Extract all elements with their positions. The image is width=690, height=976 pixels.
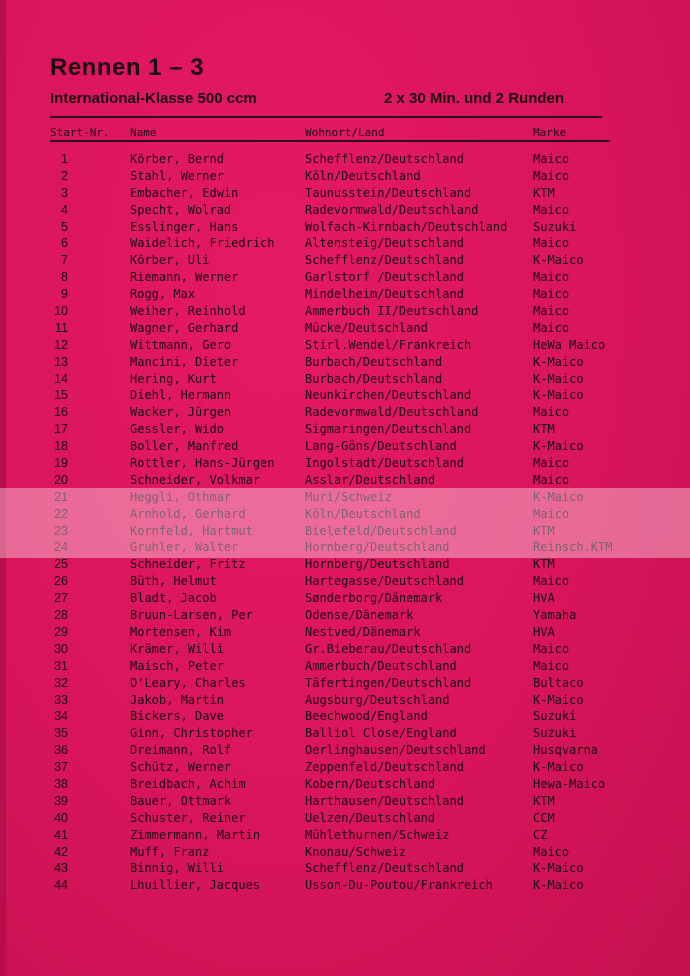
bike-brand: Maico (533, 270, 570, 285)
rider-place: Neunkirchen/Deutschland (305, 388, 472, 403)
rider-name: Wagner, Gerhard (130, 320, 239, 335)
rider-name: Schuster, Reiner (130, 810, 246, 825)
rider-place: Hornberg/Deutschland (305, 557, 450, 572)
rider-name: Dreimann, Rolf (130, 743, 232, 758)
rider-place: Radevormwald/Deutschland (305, 405, 479, 420)
bike-brand: Maico (533, 287, 570, 302)
entry-row (0, 438, 690, 455)
rider-name: O'Leary, Charles (130, 675, 246, 690)
rider-place: Asslar/Deutschland (305, 472, 436, 487)
entry-row (0, 844, 690, 861)
rider-place: Täfertingen/Deutschland (305, 675, 472, 690)
entry-row (0, 725, 690, 742)
entry-row (0, 303, 690, 320)
start-number: 4 (61, 202, 68, 217)
start-number: 18 (54, 439, 68, 454)
bike-brand: Bultaco (533, 675, 584, 690)
rider-name: Körber, Bernd (130, 152, 224, 166)
rider-name: Specht, Wolrad (130, 202, 232, 217)
bike-brand: Suzuki (533, 219, 577, 234)
entry-row (0, 827, 690, 844)
start-number: 35 (54, 726, 68, 741)
rider-place: Köln/Deutschland (305, 506, 421, 521)
start-number: 40 (54, 810, 68, 825)
entry-row (0, 168, 690, 185)
rider-place: Knonau/Schweiz (305, 844, 407, 859)
start-number: 44 (54, 878, 68, 893)
start-number: 1 (61, 152, 68, 166)
rider-place: Bielefeld/Deutschland (305, 523, 457, 538)
bike-brand: Maico (533, 202, 570, 217)
entry-row (0, 337, 690, 354)
bike-brand: Maico (533, 320, 570, 335)
bike-brand: HVA (533, 591, 555, 606)
rider-name: Krämer, Willi (130, 641, 224, 656)
entry-row (0, 624, 690, 641)
bike-brand: Maico (533, 658, 570, 673)
rider-name: Maisch, Peter (130, 658, 224, 673)
rider-name: Breidbach, Achim (130, 776, 246, 791)
rider-place: Muri/Schweiz (305, 489, 392, 504)
entry-row (0, 860, 690, 877)
rider-name: Bladt, Jacob (130, 591, 217, 606)
rider-place: Hartegasse/Deutschland (305, 574, 464, 589)
race-duration: 2 x 30 Min. und 2 Runden (384, 90, 565, 107)
start-number: 29 (54, 624, 68, 639)
bike-brand: Suzuki (533, 709, 577, 724)
rider-name: Bickers, Dave (130, 709, 224, 724)
bike-brand: Maico (533, 472, 570, 487)
start-number: 15 (54, 388, 68, 403)
entry-row (0, 202, 690, 219)
start-number: 10 (54, 304, 68, 319)
rider-place: Köln/Deutschland (305, 168, 421, 183)
bike-brand: K-Maico (533, 354, 584, 369)
rider-name: Bauer, Ottmark (130, 793, 232, 808)
entry-row (0, 286, 690, 303)
bike-brand: Maico (533, 456, 570, 471)
bike-brand: KTM (533, 557, 555, 572)
rider-name: Kornfeld, Hartmut (130, 523, 253, 538)
entry-row (0, 658, 690, 675)
start-number: 33 (54, 692, 68, 707)
start-number: 5 (61, 219, 68, 234)
rider-name: Zimmermann, Martin (130, 827, 261, 842)
rider-name: Schütz, Werner (130, 760, 232, 775)
bike-brand: KTM (533, 185, 555, 200)
start-number: 8 (61, 270, 68, 285)
rider-place: Oerlinghausen/Deutschland (305, 743, 486, 758)
rider-place: Taunusstein/Deutschland (305, 185, 472, 200)
entry-row (0, 641, 690, 658)
rider-place: Augsburg/Deutschland (305, 692, 450, 707)
rider-name: Jakob, Martin (130, 692, 224, 707)
bike-brand: K-Maico (533, 760, 584, 775)
bike-brand: HeWa Maico (533, 337, 606, 352)
rider-place: Schefflenz/Deutschland (305, 152, 464, 166)
entry-row (0, 556, 690, 573)
start-number: 12 (54, 337, 68, 352)
rider-place: Uelzen/Deutschland (305, 810, 436, 825)
start-number: 2 (61, 168, 68, 183)
rider-place: Lang-Göns/Deutschland (305, 439, 457, 454)
entry-row (0, 573, 690, 590)
rider-name: Hering, Kurt (130, 371, 217, 386)
bike-brand: Yamaha (533, 608, 577, 623)
bike-brand: Reinsch.KTM (533, 540, 613, 555)
bike-brand: CZ (533, 827, 548, 842)
rider-name: Boller, Manfred (130, 439, 239, 454)
start-number: 26 (54, 574, 68, 589)
column-header-name: Name (130, 126, 157, 139)
rider-place: Ammerbuch/Deutschland (305, 658, 457, 673)
watermark-band (0, 488, 690, 558)
entry-row (0, 759, 690, 776)
entry-row (0, 421, 690, 438)
rider-place: Radevormwald/Deutschland (305, 202, 479, 217)
rider-place: Burbach/Deutschland (305, 371, 443, 386)
start-number: 11 (55, 320, 68, 335)
rider-name: Waidelich, Friedrich (130, 236, 275, 251)
bike-brand: Maico (533, 152, 570, 166)
rider-name: Körber, Uli (130, 253, 210, 268)
bike-brand: KTM (533, 523, 555, 538)
entry-row (0, 810, 690, 827)
entry-row (0, 404, 690, 421)
start-number: 39 (54, 793, 68, 808)
bike-brand: Maico (533, 168, 570, 183)
entry-row (0, 607, 690, 624)
start-number: 24 (54, 540, 68, 555)
rider-name: Gruhler, Walter (130, 540, 239, 555)
rider-place: Altensteig/Deutschland (305, 236, 464, 251)
bike-brand: Maico (533, 574, 570, 589)
title-divider (50, 116, 602, 118)
entry-row (0, 320, 690, 337)
start-number: 38 (54, 776, 68, 791)
bike-brand: K-Maico (533, 489, 584, 504)
entry-row (0, 235, 690, 252)
rider-place: Nestved/Dänemark (305, 624, 421, 639)
bike-brand: K-Maico (533, 439, 584, 454)
rider-place: Schefflenz/Deutschland (305, 861, 464, 876)
bike-brand: K-Maico (533, 861, 584, 876)
rider-name: Mancini, Dieter (130, 354, 239, 369)
bike-brand: Suzuki (533, 726, 577, 741)
start-number: 19 (54, 456, 68, 471)
rider-name: Riemann, Werner (130, 270, 239, 285)
start-number: 3 (61, 185, 68, 200)
class-label: International-Klasse 500 ccm (50, 90, 257, 107)
start-number: 13 (54, 354, 68, 369)
start-number: 31 (54, 658, 68, 673)
start-number: 7 (61, 253, 68, 268)
start-number: 14 (54, 371, 68, 386)
entry-row (0, 692, 690, 709)
entry-row (0, 387, 690, 404)
start-number: 32 (54, 675, 68, 690)
rider-place: Schefflenz/Deutschland (305, 253, 464, 268)
rider-name: Lhuillier, Jacques (130, 878, 261, 893)
rider-place: Usson-Du-Poutou/Frankreich (305, 878, 493, 893)
start-number: 34 (54, 709, 68, 724)
rider-place: Gr.Bieberau/Deutschland (305, 641, 472, 656)
start-number: 43 (54, 861, 68, 876)
entry-row (0, 151, 690, 168)
rider-name: Weiher, Reinhold (130, 304, 246, 319)
rider-name: Diehl, Hermann (130, 388, 232, 403)
rider-name: Heggli, Othmar (130, 489, 232, 504)
bike-brand: K-Maico (533, 253, 584, 268)
bike-brand: Maico (533, 236, 570, 251)
start-number: 9 (61, 287, 68, 302)
rider-name: Arnhold, Gerhard (130, 506, 246, 521)
bike-brand: K-Maico (533, 878, 584, 893)
bike-brand: K-Maico (533, 388, 584, 403)
rider-name: Muff, Franz (130, 844, 210, 859)
start-number: 22 (54, 506, 68, 521)
start-number: 28 (54, 608, 68, 623)
rider-place: Hornberg/Deutschland (305, 540, 450, 555)
start-number: 23 (54, 523, 68, 538)
bike-brand: Maico (533, 641, 570, 656)
bike-brand: KTM (533, 793, 555, 808)
entry-row (0, 675, 690, 692)
bike-brand: K-Maico (533, 692, 584, 707)
rider-place: Burbach/Deutschland (305, 354, 443, 369)
entry-row (0, 455, 690, 472)
rider-place: Odense/Dänemark (305, 608, 414, 623)
start-number: 37 (54, 760, 68, 775)
rider-place: Mücke/Deutschland (305, 320, 428, 335)
start-number: 36 (54, 743, 68, 758)
bike-brand: KTM (533, 422, 555, 437)
rider-name: Binnig, Willi (130, 861, 224, 876)
entry-row (0, 590, 690, 607)
bike-brand: Maico (533, 405, 570, 420)
bike-brand: Maico (533, 506, 570, 521)
start-number: 17 (54, 422, 68, 437)
start-number: 25 (54, 557, 68, 572)
column-header-start-nr: Start-Nr. (50, 126, 110, 139)
start-number: 21 (54, 489, 68, 504)
entry-row (0, 219, 690, 236)
rider-place: Harthausen/Deutschland (305, 793, 464, 808)
rider-name: Stahl, Werner (130, 168, 224, 183)
rider-name: Mortensen, Kim (130, 624, 232, 639)
entry-row (0, 877, 690, 894)
rider-place: Beechwood/England (305, 709, 428, 724)
entry-row (0, 793, 690, 810)
header-divider (50, 140, 610, 142)
rider-name: Gessler, Wido (130, 422, 224, 437)
rider-name: Wittmann, Gero (130, 337, 232, 352)
rider-name: Büth, Helmut (130, 574, 217, 589)
rider-name: Rogg, Max (130, 287, 196, 302)
rider-name: Rottler, Hans-Jürgen (130, 456, 275, 471)
rider-place: Wolfach-Kirnbach/Deutschland (305, 219, 508, 234)
rider-place: Ammerbuch II/Deutschland (305, 304, 479, 319)
entry-row (0, 472, 690, 489)
bike-brand: K-Maico (533, 371, 584, 386)
rider-place: Sigmaringen/Deutschland (305, 422, 472, 437)
rider-place: Mindelheim/Deutschland (305, 287, 464, 302)
start-number: 16 (54, 405, 68, 420)
bike-brand: Husqvarna (533, 743, 599, 758)
rider-name: Wacker, Jürgen (130, 405, 232, 420)
rider-place: Kobern/Deutschland (305, 776, 436, 791)
entry-row (0, 185, 690, 202)
start-number: 30 (54, 641, 68, 656)
start-number: 42 (54, 844, 68, 859)
bike-brand: CCM (533, 810, 555, 825)
rider-place: Ingolstadt/Deutschland (305, 456, 464, 471)
rider-name: Embacher, Edwin (130, 185, 239, 200)
column-header-brand: Marke (533, 126, 567, 139)
rider-name: Schneider, Volkmar (130, 472, 261, 487)
bike-brand: Hewa-Maico (533, 776, 606, 791)
rider-name: Bruun-Larsen, Per (130, 608, 253, 623)
bike-brand: HVA (533, 624, 555, 639)
start-number: 6 (61, 236, 68, 251)
rider-place: Garlstorf /Deutschland (305, 270, 464, 285)
rider-name: Ginn, Christopher (130, 726, 253, 741)
bike-brand: Maico (533, 304, 570, 319)
rider-place: Zeppenfeld/Deutschland (305, 760, 464, 775)
entry-row (0, 354, 690, 371)
column-header-place: Wohnort/Land (305, 126, 385, 139)
rider-place: Mühlethurnen/Schweiz (305, 827, 450, 842)
page-title: Rennen 1 – 3 (50, 54, 205, 81)
entry-row (0, 742, 690, 759)
start-number: 41 (54, 827, 68, 842)
rider-place: Balliol Close/England (305, 726, 457, 741)
rider-place: Sønderborg/Dänemark (305, 591, 443, 606)
start-number: 27 (54, 591, 68, 606)
entry-row (0, 708, 690, 725)
rider-name: Schneider, Fritz (130, 557, 246, 572)
entry-row (0, 269, 690, 286)
rider-place: Stirl.Wendel/Frankreich (305, 337, 472, 352)
rider-name: Esslinger, Hans (130, 219, 239, 234)
entry-row (0, 252, 690, 269)
start-number: 20 (54, 472, 68, 487)
bike-brand: Maico (533, 844, 570, 859)
entry-row (0, 776, 690, 793)
entry-row (0, 371, 690, 388)
